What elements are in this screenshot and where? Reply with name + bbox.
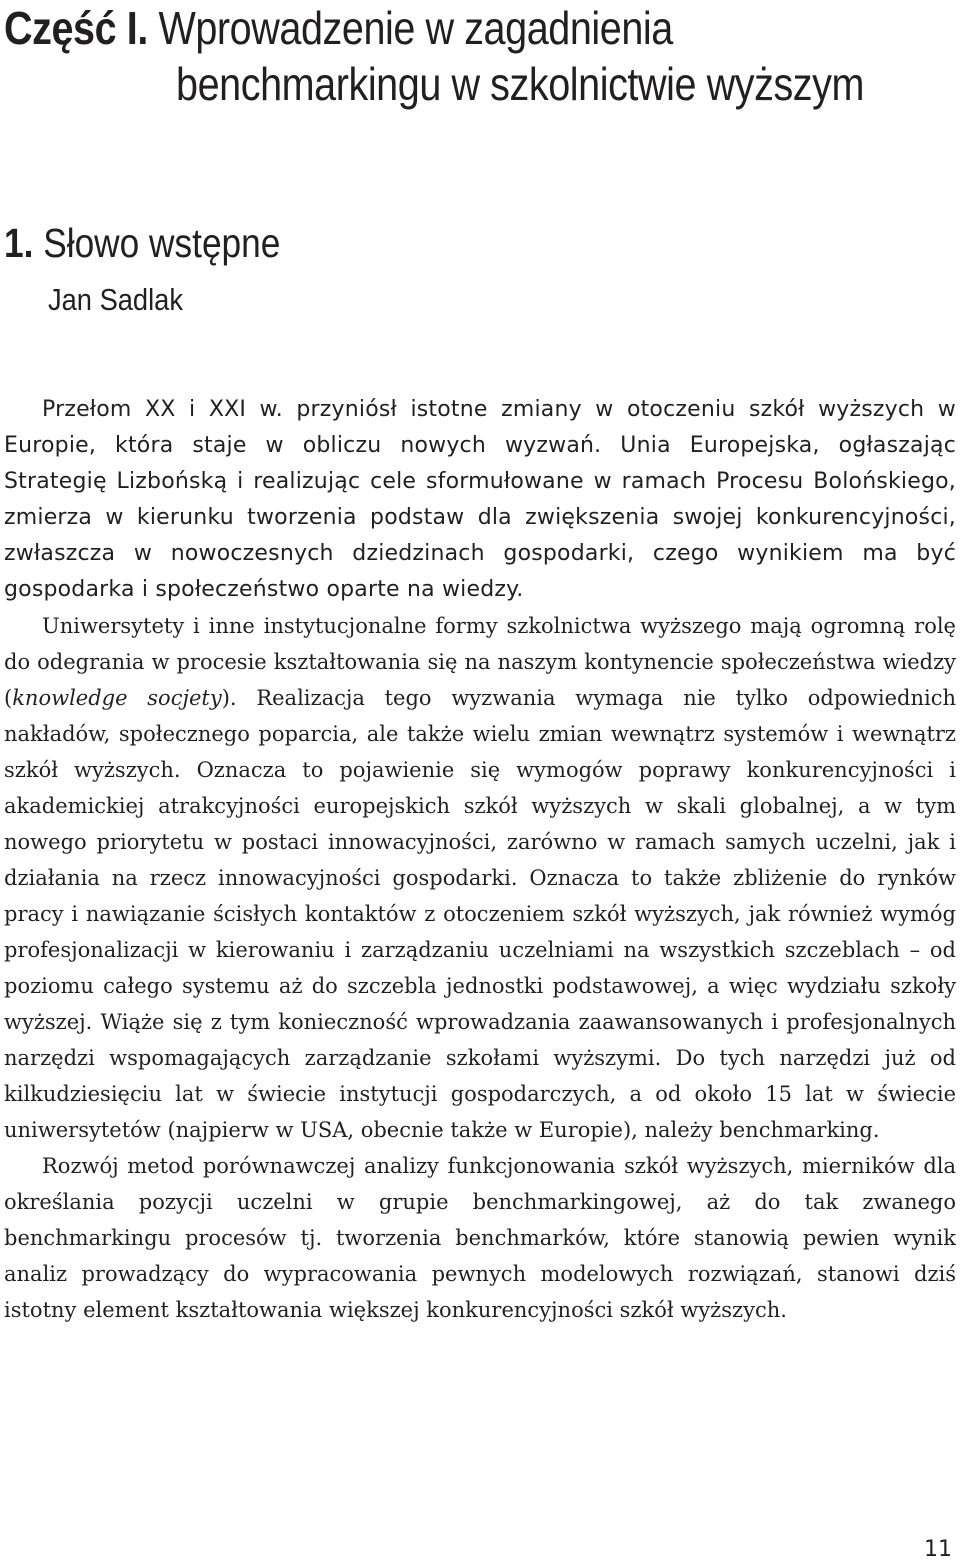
chapter-title: Słowo wstępne [43, 220, 281, 266]
paragraph-2-part-1: Uniwersytety i inne instytucjonalne formy szkolnictwa wyższego mają ogromną rolę do odegrania w procesie kształtowania się na naszym kontynencie społeczeństwa wiedzy ( [4, 614, 956, 710]
part-title-line-1: Wprowadzenie w zagadnienia [158, 2, 673, 54]
paragraph-2-part-2: ). Realizacja tego wyzwania wymaga nie tylko odpowiednich nakładów, społecznego poparcia, ale także wielu zmian wewnątrz systemów i wewnątrz szkół wyższych. Oznacza to pojawienie się wymogów poprawy konkurencyjności i akademickiej atrakcyjności europejskich szkół wyższych w skali globalnej, a w tym nowego priorytetu w postaci innowacyjności, zarówno w ramach samych uczelni, jak i działania na rzecz innowacyjności gospodarki. Oznacza to także zbliżenie do rynków pracy i nawiązanie ścisłych kontaktów z otoczeniem szkół wyższych, jak również wymóg profesjonalizacji w kierowaniu i zarządzaniu uczelniami na wszystkich szczeblach – od poziomu całego systemu aż do szczebla jednostki podstawowej, a więc wydziału szkoły wyższej. Wiąże się z tym konieczność wprowadzania zaawansowanych i profesjonalnych narzędzi wspomagających zarządzanie szkołami wyższymi. Do tych narzędzi już od kilkudziesięciu lat w świecie instytucji gospodarczych, a od około 15 lat w świecie uniwersytetów (najpierw w USA, obecnie także w Europie), należy benchmarking. [4, 686, 956, 1142]
paragraph-2-italic-term: knowledge socjety [12, 686, 222, 710]
part-label: Część I. [4, 2, 148, 54]
chapter-number: 1. [4, 220, 34, 266]
body-text [4, 392, 956, 1328]
paragraph-3: Rozwój metod porównawczej analizy funkcjonowania szkół wyższych, mierników dla określania pozycji uczelni w grupie benchmarkingowej, aż do tak zwanego benchmarkingu procesów tj. tworzenia benchmarków, które stanowią pewien wynik analiz prowadzący do wypracowania pewnych modelowych rozwiązań, stanowi dziś istotny element kształtowania większej konkurencyjności szkół wyższych. [4, 1154, 956, 1322]
chapter-heading [4, 218, 280, 268]
chapter-author: Jan Sadlak [48, 282, 183, 317]
page-number: 11 [924, 1537, 952, 1562]
paragraph-2 [4, 608, 956, 1148]
paragraph-1: Przełom XX i XXI w. przyniósł istotne zmiany w otoczeniu szkół wyższych w Europie, która staje w obliczu nowych wyzwań. Unia Europejska, ogłaszając Strategię Lizbońską i realizując cele sformułowane w ramach Procesu Bolońskiego, zmierza w kierunku tworzenia podstaw dla zwiększenia swojej konkurencyjności, zwłaszcza w nowoczesnych dziedzinach gospodarki, czego wynikiem ma być gospodarka i społeczeństwo oparte na wiedzy. [4, 397, 956, 602]
part-title-line-2: benchmarkingu w szkolnictwie wyższym [176, 58, 865, 110]
part-heading [4, 0, 865, 110]
